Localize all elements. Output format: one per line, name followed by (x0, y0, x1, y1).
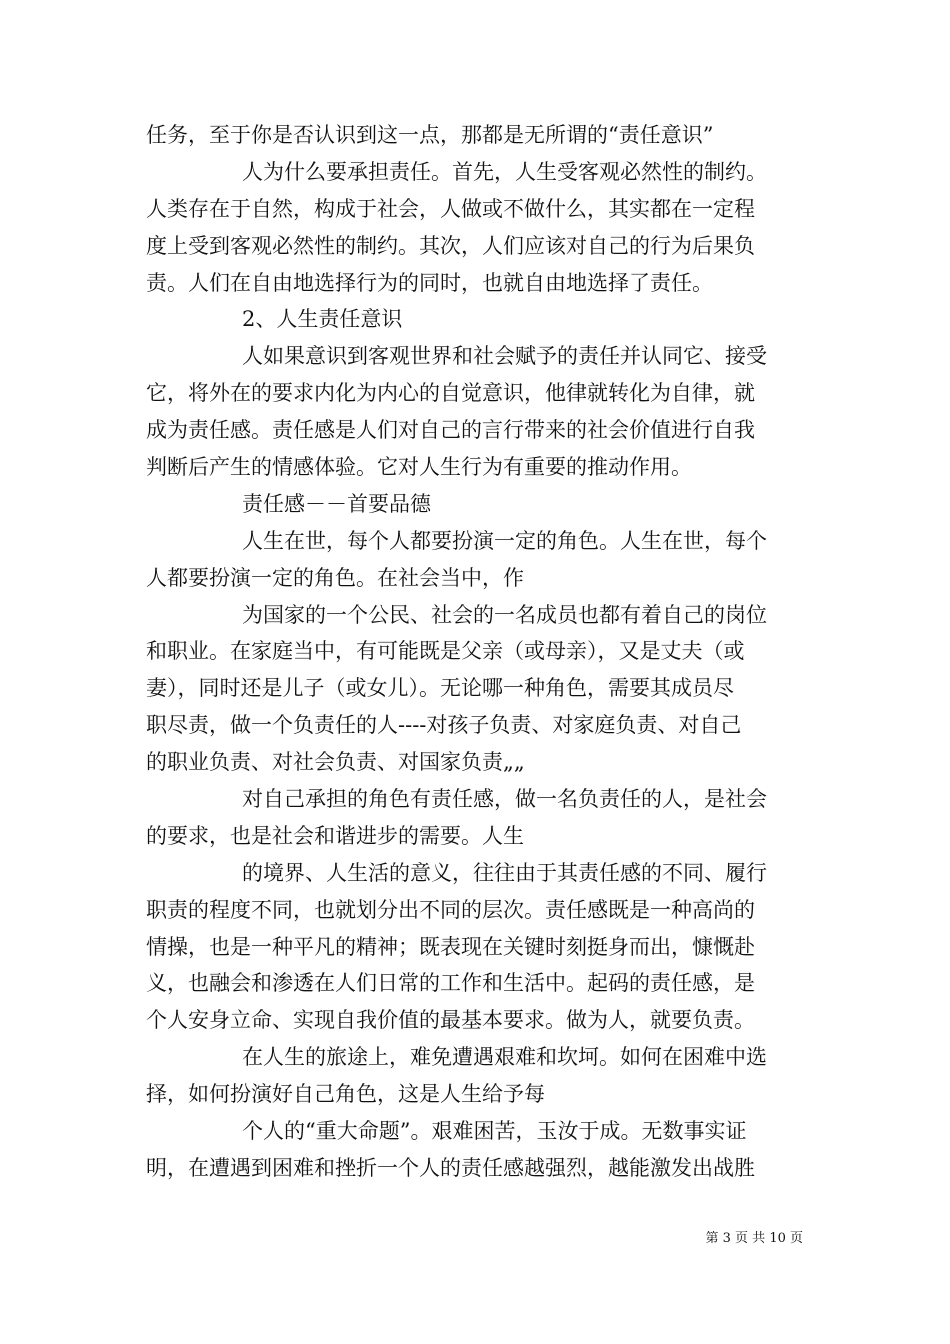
page-number: 第 3 页 共 10 页 (705, 1231, 803, 1246)
text-line: 职责的程度不同，也就划分出不同的层次。责任感既是一种高尚的 (146, 897, 755, 922)
section-heading: 2、人生责任意识 (242, 307, 403, 332)
body-text (146, 117, 808, 1187)
text-line: 个人安身立命、实现自我价值的最基本要求。做为人，就要负责。 (146, 1008, 755, 1033)
text-line: 的职业负责、对社会负责、对国家负责„„ (146, 750, 525, 775)
text-line: 义，也融会和渗透在人们日常的工作和生活中。起码的责任感，是 (146, 971, 755, 996)
text-line: 人如果意识到客观世界和社会赋予的责任并认同它、接受 (242, 344, 767, 369)
text-line: 明，在遭遇到困难和挫折一个人的责任感越强烈，越能激发出战胜 (146, 1155, 755, 1180)
text-line: 责。人们在自由地选择行为的同时，也就自由地选择了责任。 (146, 270, 713, 295)
text-line: 择，如何扮演好自己角色，这是人生给予每 (146, 1082, 545, 1107)
text-line: 度上受到客观必然性的制约。其次，人们应该对自己的行为后果负 (146, 233, 755, 258)
text-line: 为国家的一个公民、社会的一名成员也都有着自己的岗位 (242, 602, 767, 627)
text-line: 人为什么要承担责任。首先，人生受客观必然性的制约。 (242, 159, 767, 184)
text-line: 和职业。在家庭当中，有可能既是父亲（或母亲），又是丈夫（或 (146, 639, 745, 664)
text-line: 人都要扮演一定的角色。在社会当中，作 (146, 565, 524, 590)
text-line: 在人生的旅途上，难免遭遇艰难和坎坷。如何在困难中选 (242, 1045, 767, 1070)
text-line: 的要求，也是社会和谐进步的需要。人生 (146, 823, 524, 848)
text-line: 个人的“重大命题”。艰难困苦，玉汝于成。无数事实证 (242, 1119, 747, 1144)
text-line: 情操，也是一种平凡的精神；既表现在关键时刻挺身而出，慷慨赴 (146, 934, 755, 959)
text-line: 职尽责，做一个负责任的人----对孩子负责、对家庭负责、对自己 (146, 713, 742, 738)
text-line: 成为责任感。责任感是人们对自己的言行带来的社会价值进行自我 (146, 418, 755, 443)
section-heading: 责任感－－首要品德 (242, 491, 431, 516)
text-line: 人生在世，每个人都要扮演一定的角色。人生在世，每个 (242, 528, 767, 553)
text-line: 对自己承担的角色有责任感，做一名负责任的人，是社会 (242, 787, 767, 812)
text-line: 人类存在于自然，构成于社会，人做或不做什么，其实都在一定程 (146, 196, 755, 221)
text-line: 的境界、人生活的意义，往往由于其责任感的不同、履行 (242, 860, 767, 885)
text-line: 它，将外在的要求内化为内心的自觉意识，他律就转化为自律，就 (146, 381, 755, 406)
text-line: 妻），同时还是儿子（或女儿）。无论哪一种角色，需要其成员尽 (146, 676, 734, 701)
text-line: 判断后产生的情感体验。它对人生行为有重要的推动作用。 (146, 455, 692, 480)
text-line: 任务，至于你是否认识到这一点，那都是无所谓的“责任意识” (146, 123, 714, 147)
